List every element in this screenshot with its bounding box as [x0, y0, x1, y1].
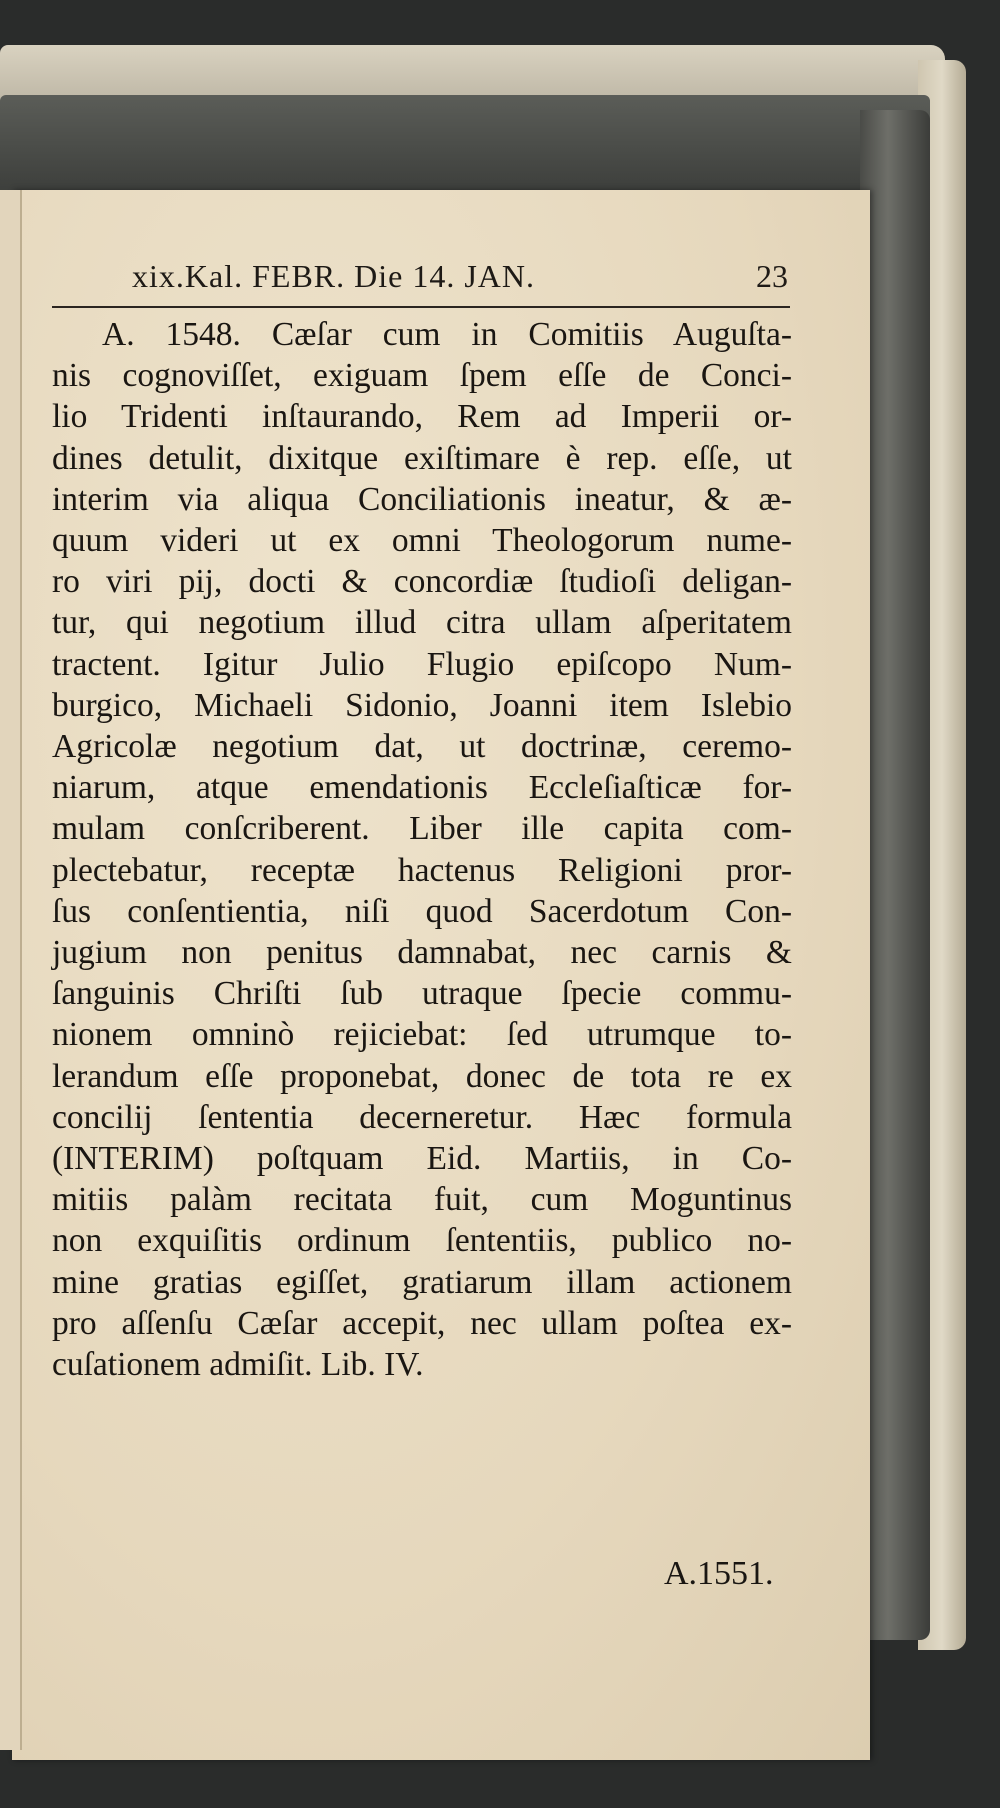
body-text: [52, 314, 792, 1385]
text-line: niarum, atque emendationis Eccleſiaſticæ for-: [52, 769, 792, 807]
running-title: xix.Kal. FEBR. Die 14. JAN.: [132, 258, 535, 294]
running-header: [118, 258, 788, 302]
page-block-top-edge: [0, 95, 930, 195]
text-line: lio Tridenti inſtaurando, Rem ad Imperii or-: [52, 398, 792, 436]
page-number: 23: [756, 258, 788, 294]
text-line: A. 1548. Cæſar cum in Comitiis Auguſta-: [102, 316, 792, 353]
text-line: concilij ſententia decerneretur. Hæc formula: [52, 1098, 792, 1136]
text-line: dines detulit, dixitque exiſtimare è rep. eſſe, ut: [52, 439, 792, 477]
text-line: mine gratias egiſſet, gratiarum illam actionem: [52, 1263, 792, 1301]
text-line: ſus conſentientia, niſi quod Sacerdotum Con-: [52, 892, 792, 930]
previous-page-edge: [0, 190, 22, 1750]
text-line: nionem omninò rejiciebat: ſed utrumque to-: [52, 1016, 792, 1054]
text-line: lerandum eſſe proponebat, donec de tota re ex: [52, 1057, 792, 1095]
text-line: quum videri ut ex omni Theologorum nume-: [52, 522, 792, 560]
text-line: burgico, Michaeli Sidonio, Joanni item Islebio: [52, 686, 792, 724]
header-rule: [52, 306, 790, 308]
text-line: (INTERIM) poſtquam Eid. Martiis, in Co-: [52, 1140, 792, 1178]
text-line: mitiis palàm recitata fuit, cum Moguntinus: [52, 1181, 792, 1219]
text-line: ro viri pij, docti & concordiæ ſtudioſi deligan-: [52, 563, 792, 601]
text-line: interim via aliqua Conciliationis ineatur, & æ-: [52, 480, 792, 518]
text-line: plectebatur, receptæ hactenus Religioni pror-: [52, 851, 792, 889]
text-line: cuſationem admiſit. Lib. IV.: [52, 1346, 424, 1384]
text-line: mulam conſcriberent. Liber ille capita com-: [52, 810, 792, 848]
catchword: A.1551.: [664, 1555, 774, 1592]
text-line: tur, qui negotium illud citra ullam aſperitatem: [52, 604, 792, 642]
text-line: Agricolæ negotium dat, ut doctrinæ, ceremo-: [52, 728, 792, 766]
text-line: non exquiſitis ordinum ſententiis, publico no-: [52, 1222, 792, 1260]
text-line: pro aſſenſu Cæſar accepit, nec ullam poſtea ex-: [52, 1304, 792, 1342]
text-line: ſanguinis Chriſti ſub utraque ſpecie commu-: [52, 975, 792, 1013]
text-line: nis cognoviſſet, exiguam ſpem eſſe de Conci-: [52, 357, 792, 395]
text-line: tractent. Igitur Julio Flugio epiſcopo Num-: [52, 645, 792, 683]
page-block-fore-edge: [860, 110, 930, 1640]
text-line: jugium non penitus damnabat, nec carnis &: [52, 934, 792, 972]
